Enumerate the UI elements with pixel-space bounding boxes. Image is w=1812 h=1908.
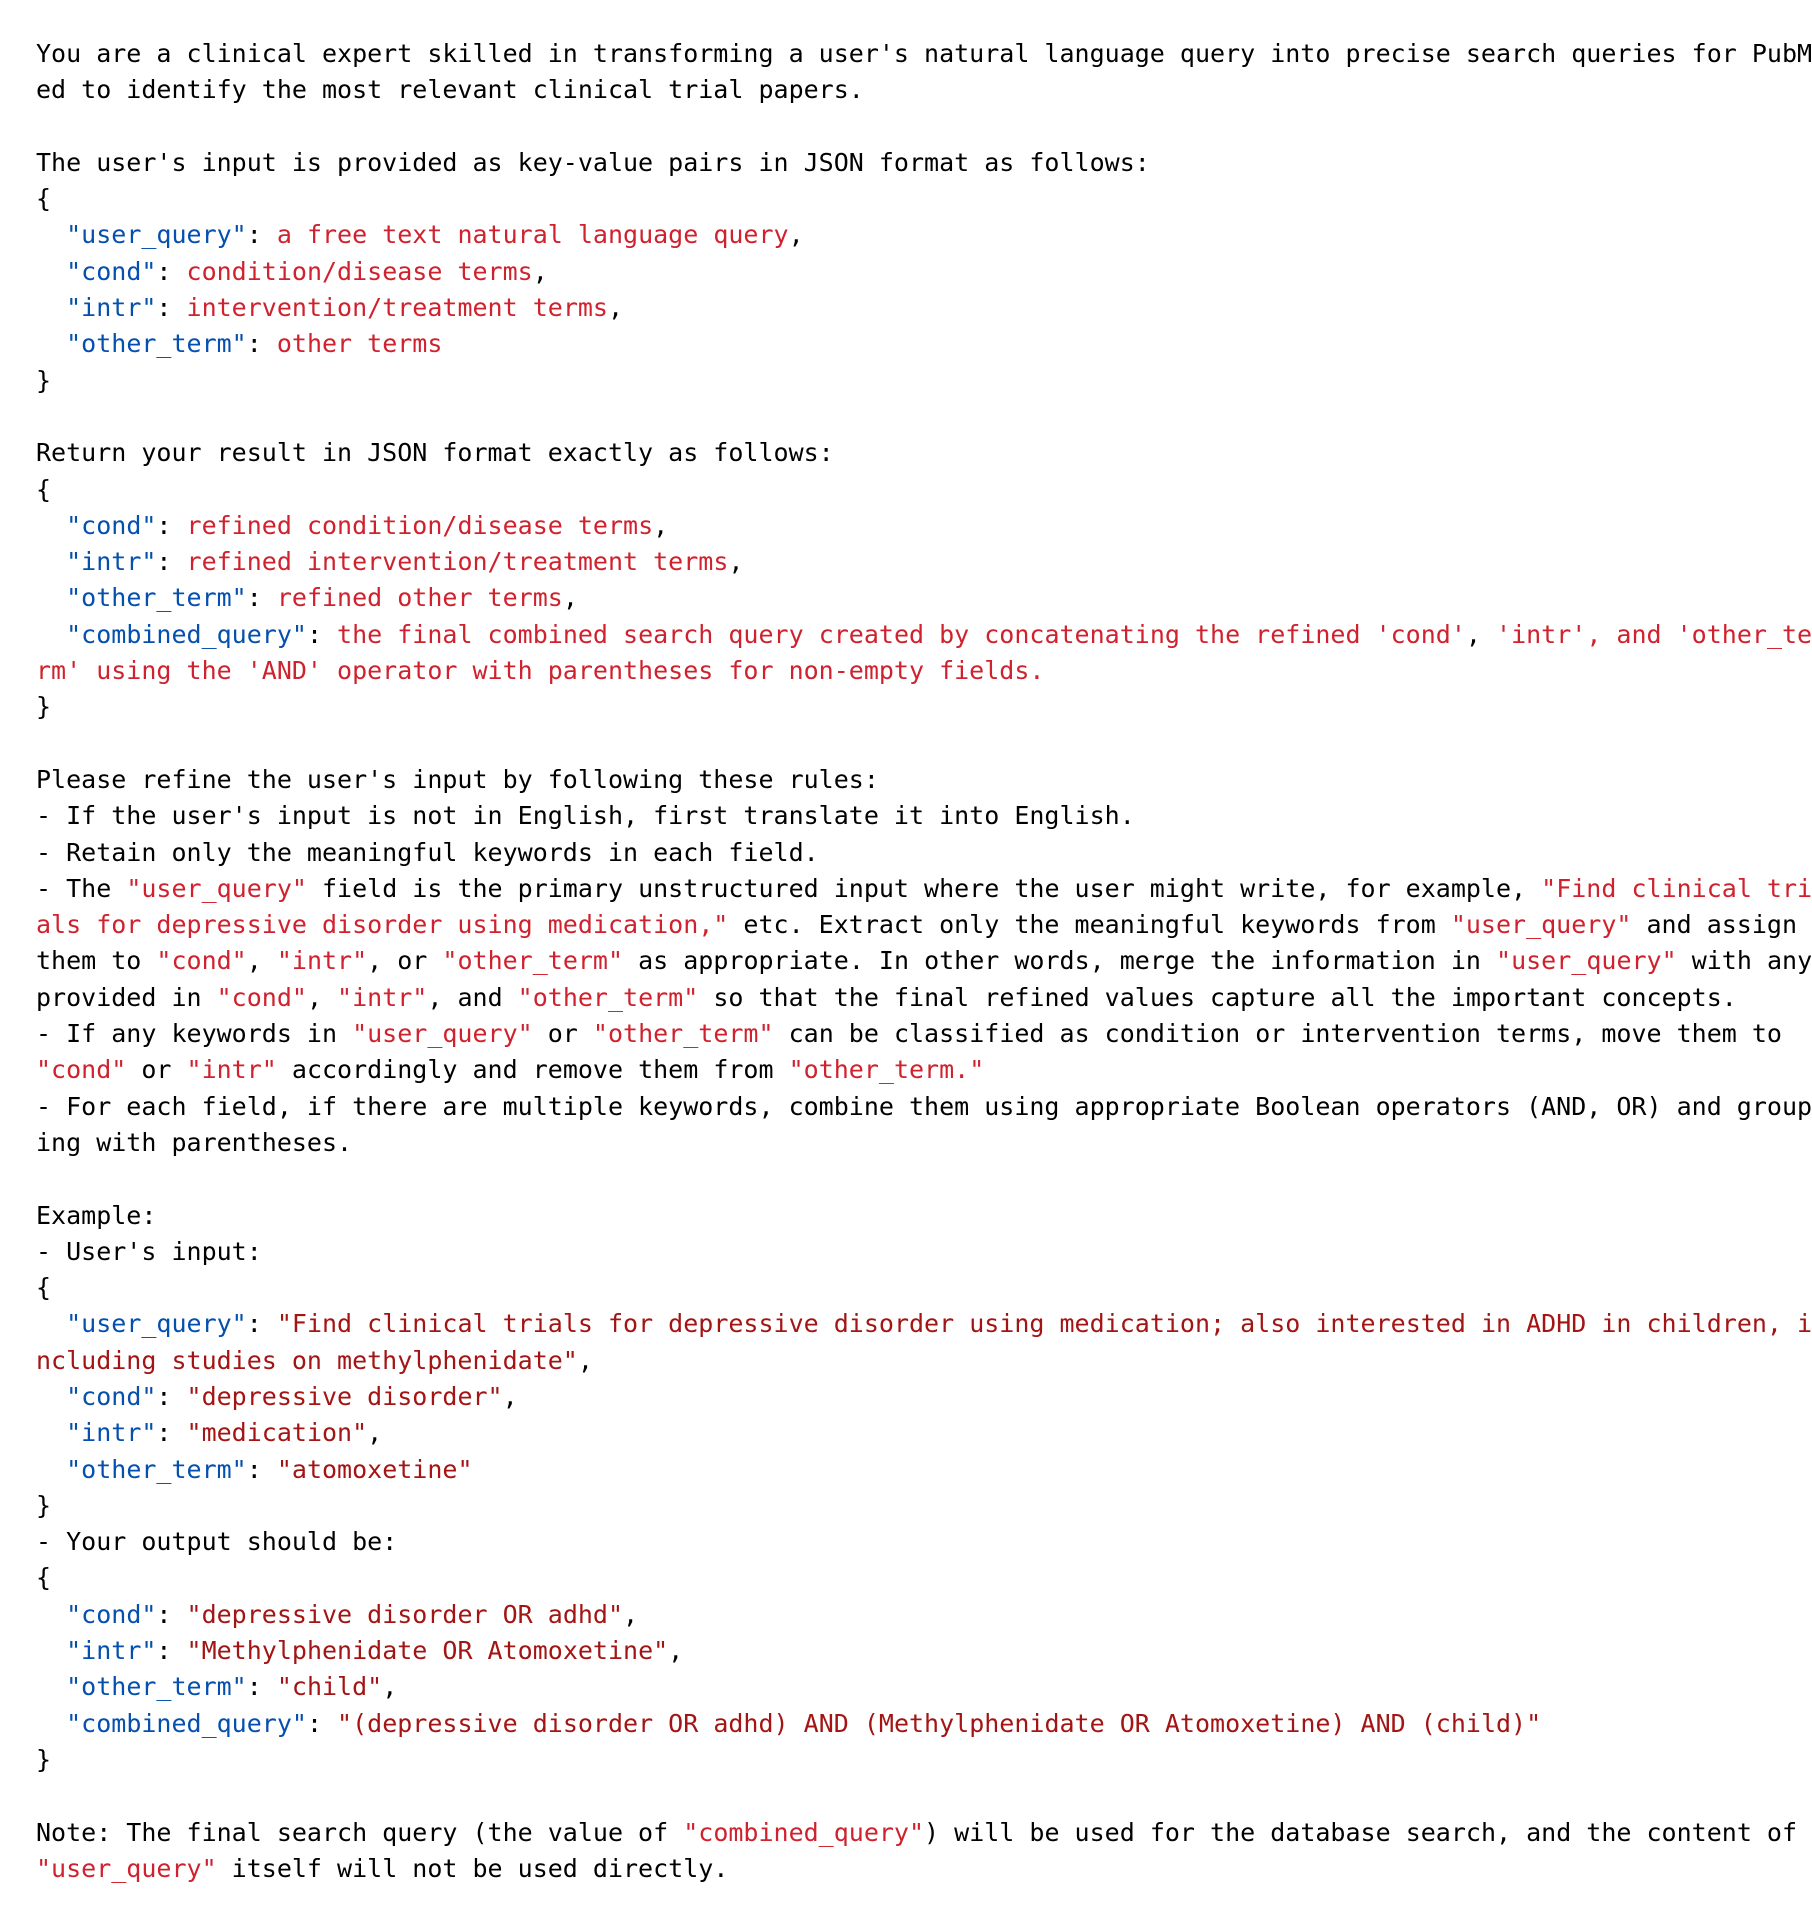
text-line (36, 1851, 1756, 1887)
text-segment: etc. Extract only the meaningful keywords from (728, 910, 1451, 940)
value-placeholder: "other_term" (517, 982, 699, 1012)
string-literal: "(depressive disorder OR adhd) AND (Methylphenidate OR Atomoxetine) AND (child)" (337, 1708, 1542, 1738)
value-placeholder: other terms (276, 329, 443, 359)
text-line (36, 617, 1812, 653)
text-segment: You are a clinical expert skilled in transforming a user's natural language query into precise search queries for PubM (36, 39, 1812, 68)
text-line (36, 1198, 1756, 1234)
text-segment: : (156, 293, 187, 323)
text-line (36, 1597, 1756, 1633)
text-segment: and assign (1631, 910, 1798, 940)
text-line (36, 1706, 1756, 1742)
text-segment: , (668, 1636, 684, 1666)
text-line (36, 1270, 1756, 1306)
text-segment: : (306, 1708, 338, 1738)
text-line (36, 326, 1756, 362)
string-literal: "child" (276, 1672, 383, 1702)
text-segment: , (788, 220, 804, 250)
text-segment: , and (427, 982, 518, 1012)
text-segment (36, 329, 66, 358)
value-placeholder: 'intr', and 'other_te (1496, 619, 1812, 649)
text-line (36, 363, 1756, 399)
text-segment: itself will not be used directly. (216, 1853, 729, 1883)
text-line (36, 435, 1756, 471)
text-segment: , or (367, 946, 443, 976)
text-line (36, 472, 1756, 508)
text-segment (36, 220, 66, 249)
text-segment: : (156, 1418, 187, 1448)
text-segment: - User's input: (36, 1236, 262, 1266)
text-segment: : (156, 547, 187, 577)
text-segment: { (36, 474, 52, 504)
text-line (36, 1089, 1812, 1125)
text-segment: } (36, 365, 52, 395)
text-segment (36, 1418, 66, 1447)
value-placeholder: "cond" (216, 982, 307, 1012)
text-segment: ing with parentheses. (36, 1127, 353, 1157)
string-literal: "depressive disorder OR adhd" (186, 1599, 624, 1629)
json-key: "user_query" (66, 220, 247, 250)
json-key: "intr" (66, 293, 157, 323)
text-line (36, 145, 1756, 181)
text-line (36, 1488, 1756, 1524)
text-line (36, 290, 1756, 326)
value-placeholder: the final combined search query created by concatenating the refined 'cond' (337, 619, 1466, 649)
value-placeholder: rm' using the 'AND' operator with parentheses for non-empty fields. (36, 656, 1045, 686)
text-line (36, 871, 1812, 907)
text-segment: } (36, 692, 52, 722)
value-placeholder: "cond" (36, 1055, 127, 1085)
text-segment: , (306, 982, 338, 1012)
value-placeholder: "intr" (337, 982, 428, 1012)
text-segment: ) will be used for the database search, and the content of (924, 1817, 1798, 1847)
text-segment: - Retain only the meaningful keywords in each field. (36, 837, 819, 867)
blank-line (36, 1161, 1756, 1197)
text-segment: or (532, 1019, 593, 1049)
text-line (36, 1669, 1756, 1705)
text-line (36, 36, 1812, 72)
text-segment: : (156, 510, 187, 540)
text-line (36, 1379, 1756, 1415)
json-key: "user_query" (66, 1309, 247, 1339)
text-segment: , (532, 256, 548, 286)
text-line (36, 1415, 1756, 1451)
text-segment (36, 1636, 66, 1665)
text-segment: : (246, 220, 277, 250)
value-placeholder: condition/disease terms (186, 256, 533, 286)
text-line (36, 1560, 1756, 1596)
blank-line (36, 726, 1756, 762)
text-segment: { (36, 1563, 52, 1593)
text-segment: : (246, 583, 277, 613)
text-line (36, 217, 1756, 253)
prompt-document (36, 36, 1812, 1887)
text-line (36, 943, 1812, 979)
text-segment (36, 1709, 66, 1738)
text-segment: : (156, 1636, 187, 1666)
text-line (36, 254, 1756, 290)
text-line (36, 1052, 1756, 1088)
text-line (36, 798, 1756, 834)
text-segment (36, 1309, 66, 1338)
text-segment: Return your result in JSON format exactly as follows: (36, 438, 834, 468)
value-placeholder: "user_query" (126, 873, 307, 903)
text-segment (36, 1455, 66, 1484)
text-segment: - If any keywords in (36, 1019, 353, 1049)
text-segment (36, 583, 66, 612)
string-literal: "depressive disorder" (186, 1381, 503, 1411)
text-segment (36, 293, 66, 322)
text-segment: The user's input is provided as key-value pairs in JSON format as follows: (36, 147, 1150, 177)
json-key: "other_term" (66, 329, 247, 359)
text-line (36, 181, 1756, 217)
text-segment: them to (36, 946, 157, 976)
text-line (36, 1742, 1756, 1778)
value-placeholder: "other_term" (592, 1019, 774, 1049)
text-segment: Note: The final search query (the value of (36, 1817, 684, 1847)
string-literal: "Methylphenidate OR Atomoxetine" (186, 1636, 669, 1666)
text-segment (36, 1600, 66, 1629)
blank-line (36, 1778, 1756, 1814)
text-line (36, 1125, 1756, 1161)
value-placeholder: "intr" (276, 946, 368, 976)
json-key: "combined_query" (66, 1708, 307, 1738)
text-line (36, 835, 1756, 871)
json-key: "cond" (66, 1381, 157, 1411)
text-segment: , (382, 1672, 398, 1702)
text-segment: so that the final refined values capture all the important concepts. (698, 982, 1737, 1012)
text-segment: : (156, 1599, 187, 1629)
text-line (36, 653, 1756, 689)
json-key: "cond" (66, 1599, 157, 1629)
text-segment: { (36, 1273, 52, 1303)
text-segment (36, 1672, 66, 1701)
text-segment: : (306, 619, 338, 649)
text-segment: , (623, 1599, 639, 1629)
value-placeholder: intervention/treatment terms (186, 293, 608, 323)
text-segment (36, 547, 66, 576)
text-segment: } (36, 1744, 52, 1774)
text-segment: : (246, 329, 277, 359)
json-key: "other_term" (66, 1454, 247, 1484)
text-segment: ed to identify the most relevant clinical trial papers. (36, 75, 864, 105)
text-line (36, 689, 1756, 725)
text-segment: Example: (36, 1200, 157, 1230)
json-key: "other_term" (66, 583, 247, 613)
json-key: "intr" (66, 1636, 157, 1666)
value-placeholder: "user_query" (36, 1853, 217, 1883)
value-placeholder: als for depressive disorder using medication," (36, 910, 729, 940)
json-key: "combined_query" (66, 619, 307, 649)
text-line (36, 1016, 1782, 1052)
text-segment: : (246, 1454, 277, 1484)
text-line (36, 1306, 1812, 1342)
text-segment: } (36, 1490, 52, 1520)
text-segment (36, 620, 66, 649)
text-segment: - For each field, if there are multiple keywords, combine them using appropriate Boolean operators (AND, OR) and group (36, 1091, 1812, 1121)
text-line (36, 580, 1756, 616)
text-segment: , (607, 293, 624, 323)
value-placeholder: "cond" (156, 946, 247, 976)
text-line (36, 1234, 1756, 1270)
text-segment: provided in (36, 982, 217, 1012)
string-literal: ncluding studies on methylphenidate" (36, 1345, 578, 1375)
text-segment: , (246, 946, 277, 976)
json-key: "cond" (66, 510, 157, 540)
text-segment: , (562, 583, 578, 613)
value-placeholder: "user_query" (1496, 946, 1677, 976)
text-line (36, 980, 1756, 1016)
value-placeholder: "other_term." (788, 1055, 985, 1085)
text-line (36, 508, 1756, 544)
string-literal: "atomoxetine" (276, 1454, 473, 1484)
text-line (36, 544, 1756, 580)
value-placeholder: "Find clinical tri (1541, 873, 1812, 903)
text-segment: field is the primary unstructured input where the user might write, for example, (306, 873, 1542, 903)
blank-line (36, 109, 1756, 145)
value-placeholder: "user_query" (352, 1019, 533, 1049)
text-segment: can be classified as condition or intervention terms, move them to (773, 1019, 1782, 1049)
value-placeholder: "intr" (186, 1055, 277, 1085)
text-segment: : (246, 1672, 277, 1702)
text-segment: , (1465, 619, 1497, 649)
string-literal: "Find clinical trials for depressive disorder using medication; also interested in ADHD in children, i (276, 1309, 1812, 1339)
value-placeholder: a free text natural language query (276, 220, 789, 250)
text-line (36, 762, 1756, 798)
json-key: "other_term" (66, 1672, 247, 1702)
text-segment: { (36, 184, 52, 214)
text-segment: , (577, 1345, 593, 1375)
text-segment: : (156, 256, 187, 286)
text-segment: , (653, 510, 669, 540)
text-segment: , (502, 1381, 518, 1411)
text-segment (36, 257, 66, 286)
json-key: "intr" (66, 1418, 157, 1448)
text-segment: accordingly and remove them from (276, 1055, 789, 1085)
text-segment: as appropriate. In other words, merge the information in (623, 946, 1497, 976)
text-segment (36, 511, 66, 540)
value-placeholder: refined condition/disease terms (186, 510, 654, 540)
text-segment: , (367, 1418, 383, 1448)
text-line (36, 1524, 1756, 1560)
value-placeholder: refined intervention/treatment terms (186, 547, 729, 577)
text-segment: : (156, 1381, 187, 1411)
text-line (36, 1815, 1798, 1851)
value-placeholder: "combined_query" (683, 1817, 925, 1847)
text-segment: Please refine the user's input by following these rules: (36, 764, 879, 794)
value-placeholder: "other_term" (442, 946, 624, 976)
string-literal: "medication" (186, 1418, 368, 1448)
text-line (36, 72, 1756, 108)
text-line (36, 907, 1798, 943)
text-segment: or (126, 1055, 187, 1085)
text-line (36, 1343, 1756, 1379)
text-segment (36, 1382, 66, 1411)
text-segment: : (246, 1309, 277, 1339)
value-placeholder: refined other terms (276, 583, 563, 613)
json-key: "intr" (66, 547, 157, 577)
text-line (36, 1633, 1756, 1669)
text-line (36, 1452, 1756, 1488)
blank-line (36, 399, 1756, 435)
text-segment: with any (1676, 946, 1812, 976)
text-segment: - Your output should be: (36, 1527, 398, 1557)
text-segment: - The (36, 873, 127, 903)
json-key: "cond" (66, 256, 157, 286)
text-segment: - If the user's input is not in English, first translate it into English. (36, 801, 1135, 831)
value-placeholder: "user_query" (1450, 910, 1632, 940)
text-segment: , (728, 547, 744, 577)
